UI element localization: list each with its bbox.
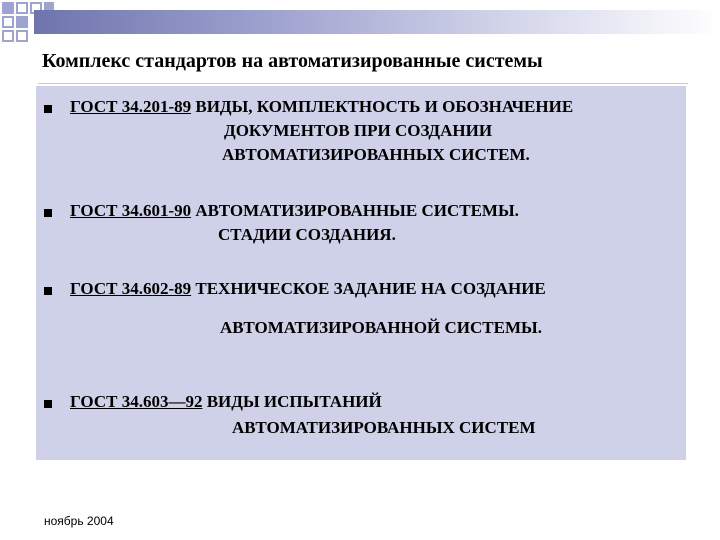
standard-description: ТЕХНИЧЕСКОЕ ЗАДАНИЕ НА СОЗДАНИЕ [195,279,546,298]
standard-code-link[interactable]: ГОСТ 34.601-90 [70,201,192,220]
title-divider [38,83,688,84]
corner-square-decoration [16,30,28,42]
standard-code-link[interactable]: ГОСТ 34.602-89 [70,279,192,298]
list-item-line: АВТОМАТИЗИРОВАННЫХ СИСТЕМ. [222,145,530,164]
standard-description: АВТОМАТИЗИРОВАННЫЕ СИСТЕМЫ. [195,201,519,220]
content-panel [36,86,686,460]
corner-square-decoration [2,30,14,42]
square-bullet-icon [44,105,52,113]
standard-description: ВИДЫ ИСПЫТАНИЙ [206,392,382,411]
standard-description: ВИДЫ, КОМПЛЕКТНОСТЬ И ОБОЗНАЧЕНИЕ [195,97,574,116]
slide-title: Комплекс стандартов на автоматизированные системы [42,50,543,72]
list-item-line: АВТОМАТИЗИРОВАННЫХ СИСТЕМ [232,418,536,437]
corner-square-decoration [16,16,28,28]
list-item-line [70,279,546,299]
square-bullet-icon [44,400,52,408]
list-item-line: СТАДИИ СОЗДАНИЯ. [218,225,396,244]
list-item-line: ДОКУМЕНТОВ ПРИ СОЗДАНИИ [224,121,493,140]
list-item-line [70,392,382,412]
header-gradient-bar [34,10,720,34]
standard-code-link[interactable]: ГОСТ 34.603—92 [70,392,203,411]
corner-square-decoration [2,16,14,28]
corner-square-decoration [2,2,14,14]
list-item-line: АВТОМАТИЗИРОВАННОЙ СИСТЕМЫ. [220,318,542,337]
corner-square-decoration [16,2,28,14]
square-bullet-icon [44,209,52,217]
list-item-line [70,201,519,221]
square-bullet-icon [44,287,52,295]
list-item-line [70,97,573,117]
standard-code-link[interactable]: ГОСТ 34.201-89 [70,97,192,116]
footer-date: ноябрь 2004 [44,514,114,528]
